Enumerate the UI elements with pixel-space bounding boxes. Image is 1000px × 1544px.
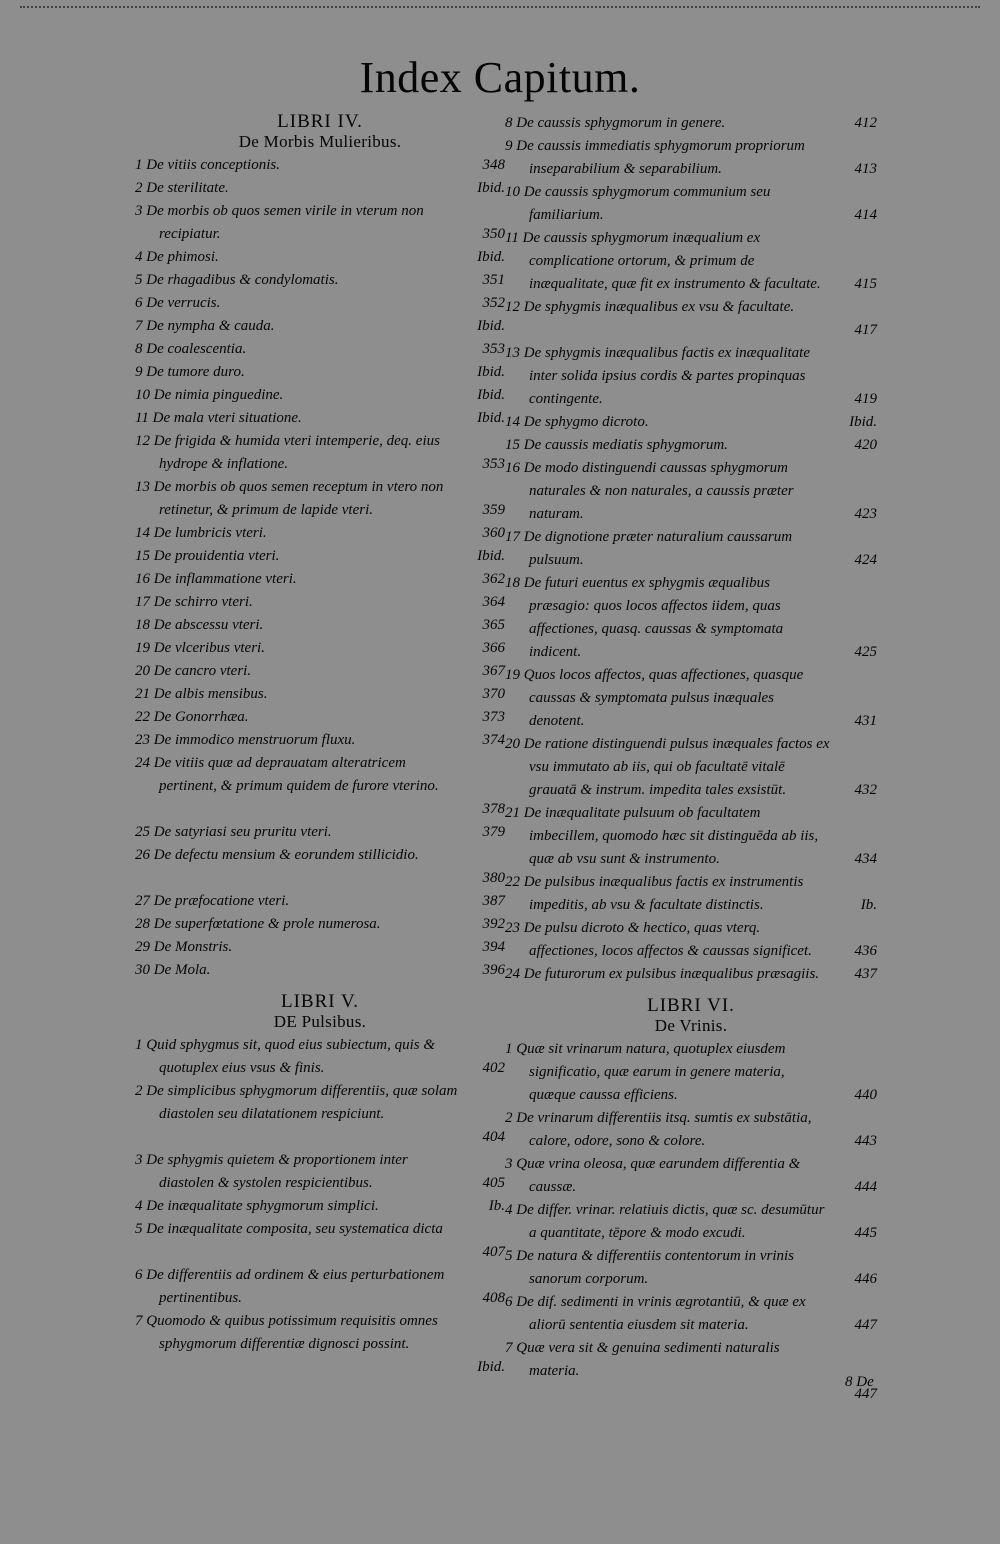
entry-title: 22 De pulsibus inæqualibus factis ex instrumentis impeditis, ab vsu & facultate distinctis.: [505, 874, 804, 913]
entry-page-number: 402: [482, 1060, 505, 1076]
index-entry: [505, 112, 877, 135]
entry-title: 15 De prouidentia vteri.: [135, 548, 280, 564]
entry-title: 1 De vitiis conceptionis.: [135, 157, 280, 173]
index-entry: [505, 1153, 877, 1199]
entry-title: 4 De inæqualitate sphygmorum simplici.: [135, 1198, 379, 1214]
entry-page-number: 417: [854, 322, 877, 338]
entry-title: 3 Quæ vrina oleosa, quæ earundem differentia & caussæ.: [505, 1156, 801, 1195]
entry-title: 24 De vitiis quæ ad deprauatam alteratricem pertinent, & primum quidem de furore vterino.: [135, 755, 439, 794]
entry-title: 1 Quid sphygmus sit, quod eius subiectum, quis & quotuplex eius vsus & finis.: [135, 1037, 435, 1076]
index-entry: [135, 1310, 505, 1375]
top-border: [20, 6, 980, 8]
entry-title: 21 De inæqualitate pulsuum ob facultatem imbecillem, quomodo hæc sit distinguēda ab iis, quæ ab vsu sunt & instrumento.: [505, 805, 819, 867]
index-entry: [135, 384, 505, 407]
entry-page-number: Ibid.: [477, 410, 505, 426]
entry-title: 8 De caussis sphygmorum in genere.: [505, 115, 726, 131]
entry-title: 25 De satyriasi seu pruritu vteri.: [135, 824, 332, 840]
index-entry: [135, 315, 505, 338]
index-entry: [505, 526, 877, 572]
index-entry: [505, 227, 877, 296]
entry-page-number: 365: [482, 617, 505, 633]
index-entry: [135, 844, 505, 886]
index-entry: [135, 292, 505, 315]
entry-title: 20 De ratione distinguendi pulsus inæquales factos ex vsu immutato ab iis, qui ob facultatē vitalē grauatā & instrum. impedita tales exsistūt.: [505, 736, 830, 798]
entry-page-number: 352: [482, 295, 505, 311]
entry-page-number: 407: [482, 1244, 505, 1260]
index-entry: [135, 614, 505, 637]
entry-title: 17 De schirro vteri.: [135, 594, 253, 610]
entry-title: 18 De futuri euentus ex sphygmis æqualibus præsagio: quos locos affectos iidem, quas affectiones, quasq. caussas & symptomata indicent.: [505, 575, 784, 660]
entry-page-number: 378: [482, 801, 505, 817]
index-entry: [135, 177, 505, 200]
entry-title: 1 Quæ sit vrinarum natura, quotuplex eiusdem significatio, quæ earum in genere materia, quæque caussa efficiens.: [505, 1041, 786, 1103]
entry-title: 3 De morbis ob quos semen virile in vterum non recipiatur.: [135, 203, 424, 242]
entry-page-number: 374: [482, 732, 505, 748]
index-entry: [135, 706, 505, 729]
index-entry: [135, 1264, 505, 1310]
entry-title: 23 De immodico menstruorum fluxu.: [135, 732, 356, 748]
entry-page-number: 440: [854, 1087, 877, 1103]
entry-page-number: 408: [482, 1290, 505, 1306]
index-entry: [135, 1218, 505, 1260]
entry-page-number: 434: [854, 851, 877, 867]
index-entry: [135, 269, 505, 292]
index-entry: [135, 752, 505, 817]
entry-page-number: Ibid.: [477, 548, 505, 564]
entry-page-number: 414: [854, 207, 877, 223]
entry-page-number: 370: [482, 686, 505, 702]
entry-page-number: 405: [482, 1175, 505, 1191]
index-entry: [135, 430, 505, 476]
entry-title: 16 De inflammatione vteri.: [135, 571, 297, 587]
entry-page-number: 431: [854, 713, 877, 729]
entry-page-number: 387: [482, 893, 505, 909]
index-entry: [505, 1291, 877, 1337]
entry-page-number: 366: [482, 640, 505, 656]
entry-page-number: Ibid.: [477, 1359, 505, 1375]
entry-page-number: Ibid.: [477, 249, 505, 265]
book-heading: LIBRI IV.: [277, 111, 363, 132]
entry-title: 11 De mala vteri situatione.: [135, 410, 302, 426]
index-entry: [135, 246, 505, 269]
entry-title: 5 De natura & differentiis contentorum in vrinis sanorum corporum.: [505, 1248, 795, 1287]
index-entry: [135, 407, 505, 430]
right-column: [505, 112, 877, 1406]
left-column: [135, 112, 505, 1379]
index-entry: [135, 522, 505, 545]
entry-page-number: 350: [482, 226, 505, 242]
index-entry: [135, 959, 505, 982]
book-heading: LIBRI V.: [280, 991, 360, 1012]
index-entry: [135, 338, 505, 361]
entry-title: 26 De defectu mensium & eorundem stillicidio.: [135, 847, 419, 863]
index-entry: [135, 729, 505, 752]
index-entry: [135, 890, 505, 913]
entry-page-number: Ibid.: [477, 180, 505, 196]
entry-title: 2 De vrinarum differentiis itsq. sumtis ex substātia, calore, odore, sono & colore.: [505, 1110, 812, 1149]
entry-title: 27 De præfocatione vteri.: [135, 893, 290, 909]
entry-title: 6 De differentiis ad ordinem & eius perturbationem pertinentibus.: [135, 1267, 445, 1306]
entry-title: 30 De Mola.: [135, 962, 211, 978]
entry-page-number: 419: [854, 391, 877, 407]
index-entry: [505, 296, 877, 338]
index-entry: [135, 637, 505, 660]
entry-title: 4 De differ. vrinar. relatiuis dictis, quæ sc. desumūtur a quantitate, tēpore & modo excudi.: [505, 1202, 825, 1241]
index-entry: [505, 181, 877, 227]
index-entry: [505, 733, 877, 802]
index-entry: [505, 1337, 877, 1402]
entry-title: 6 De verrucis.: [135, 295, 221, 311]
entry-title: 14 De sphygmo dicroto.: [505, 414, 649, 430]
index-entry: [135, 154, 505, 177]
entry-title: 10 De caussis sphygmorum communium seu familiarium.: [505, 184, 771, 223]
index-entry: [135, 913, 505, 936]
entry-title: 5 De rhagadibus & condylomatis.: [135, 272, 339, 288]
index-entry: [505, 1107, 877, 1153]
index-entry: [505, 411, 877, 434]
index-entry: [505, 871, 877, 917]
index-entry: [505, 1038, 877, 1107]
entry-page-number: 373: [482, 709, 505, 725]
entry-page-number: 415: [854, 276, 877, 292]
index-entry: [505, 342, 877, 411]
entry-page-number: 445: [854, 1225, 877, 1241]
index-entry: [135, 591, 505, 614]
entry-title: 15 De caussis mediatis sphygmorum.: [505, 437, 728, 453]
index-entry: [505, 1245, 877, 1291]
entry-title: 19 De vlceribus vteri.: [135, 640, 265, 656]
entry-page-number: 392: [482, 916, 505, 932]
entry-page-number: Ib.: [860, 897, 877, 913]
index-entry: [505, 664, 877, 733]
entry-title: 13 De morbis ob quos semen receptum in vtero non retinetur, & primum de lapide vteri.: [135, 479, 444, 518]
index-entry: [505, 572, 877, 664]
entry-page-number: 443: [854, 1133, 877, 1149]
entry-title: 22 De Gonorrhæa.: [135, 709, 249, 725]
entry-page-number: Ibid.: [849, 414, 877, 430]
entry-title: 19 Quos locos affectos, quas affectiones, quasque caussas & symptomata pulsus inæquales denotent.: [505, 667, 804, 729]
entry-title: 5 De inæqualitate composita, seu systematica dicta: [135, 1221, 443, 1237]
entry-title: 2 De sterilitate.: [135, 180, 229, 196]
entry-title: 2 De simplicibus sphygmorum differentiis, quæ solam diastolen seu dilatationem respiciunt.: [135, 1083, 458, 1122]
entry-page-number: 413: [854, 161, 877, 177]
index-entry: [135, 1034, 505, 1080]
index-entry: [135, 1080, 505, 1145]
entry-page-number: 423: [854, 506, 877, 522]
index-entry: [135, 476, 505, 522]
entry-page-number: Ibid.: [477, 387, 505, 403]
index-entry: [135, 568, 505, 591]
entry-page-number: 353: [482, 341, 505, 357]
entry-page-number: 364: [482, 594, 505, 610]
index-entry: [505, 1199, 877, 1245]
entry-title: 24 De futurorum ex pulsibus inæqualibus præsagiis.: [505, 966, 820, 982]
entry-page-number: 367: [482, 663, 505, 679]
page-title: Index Capitum.: [359, 53, 641, 102]
book-subheading: DE Pulsibus.: [273, 1012, 367, 1031]
index-entry: [135, 361, 505, 384]
entry-page-number: 424: [854, 552, 877, 568]
index-entry: [505, 917, 877, 963]
entry-page-number: 444: [854, 1179, 877, 1195]
index-entry: [505, 802, 877, 871]
entry-page-number: Ibid.: [477, 364, 505, 380]
entry-title: 3 De sphygmis quietem & proportionem inter diastolen & systolen respicientibus.: [135, 1152, 408, 1191]
entry-page-number: 396: [482, 962, 505, 978]
book-subheading: De Vrinis.: [654, 1016, 728, 1035]
entry-title: 23 De pulsu dicroto & hectico, quas vterq. affectiones, locos affectos & caussas significet.: [505, 920, 812, 959]
book-subheading: De Morbis Mulieribus.: [238, 132, 402, 151]
entry-title: 9 De tumore duro.: [135, 364, 245, 380]
entry-title: 12 De frigida & humida vteri intemperie, deq. eius hydrope & inflatione.: [135, 433, 440, 472]
index-entry: [135, 200, 505, 246]
index-entry: [505, 135, 877, 181]
index-entry: [505, 963, 877, 986]
entry-title: 10 De nimia pinguedine.: [135, 387, 284, 403]
entry-page-number: 380: [482, 870, 505, 886]
entry-page-number: 432: [854, 782, 877, 798]
entry-title: 21 De albis mensibus.: [135, 686, 268, 702]
index-entry: [135, 660, 505, 683]
entry-title: 9 De caussis immediatis sphygmorum propriorum inseparabilium & separabilium.: [505, 138, 805, 177]
entry-page-number: 379: [482, 824, 505, 840]
entry-title: 7 De nympha & cauda.: [135, 318, 275, 334]
entry-page-number: Ib.: [488, 1198, 505, 1214]
entry-title: 14 De lumbricis vteri.: [135, 525, 267, 541]
entry-page-number: 447: [854, 1317, 877, 1333]
index-entry: [135, 683, 505, 706]
index-entry: [135, 545, 505, 568]
entry-title: 18 De abscessu vteri.: [135, 617, 264, 633]
entry-title: 6 De dif. sedimenti in vrinis ægrotantiū, & quæ ex aliorū sententia eiusdem sit materia.: [505, 1294, 806, 1333]
index-entry: [505, 434, 877, 457]
entry-page-number: 436: [854, 943, 877, 959]
index-entry: [135, 1195, 505, 1218]
entry-title: 11 De caussis sphygmorum inæqualium ex complicatione ortorum, & primum de inæqualitate, quæ fit ex instrumento & facultate.: [505, 230, 821, 292]
entry-page-number: 446: [854, 1271, 877, 1287]
entry-page-number: 360: [482, 525, 505, 541]
entry-title: 8 De coalescentia.: [135, 341, 247, 357]
book-heading: LIBRI VI.: [647, 995, 735, 1016]
catchword: 8 De: [845, 1374, 874, 1390]
entry-title: 12 De sphygmis inæqualibus ex vsu & facultate.: [505, 299, 795, 315]
entry-page-number: 351: [482, 272, 505, 288]
index-entry: [135, 821, 505, 844]
entry-page-number: 412: [854, 115, 877, 131]
index-entry: [505, 457, 877, 526]
entry-title: 4 De phimosi.: [135, 249, 219, 265]
index-entry: [135, 936, 505, 959]
entry-page-number: 404: [482, 1129, 505, 1145]
entry-title: 16 De modo distinguendi caussas sphygmorum naturales & non naturales, a caussis præter naturam.: [505, 460, 794, 522]
entry-page-number: 353: [482, 456, 505, 472]
entry-title: 29 De Monstris.: [135, 939, 233, 955]
entry-page-number: 348: [482, 157, 505, 173]
entry-title: 17 De dignotione præter naturalium caussarum pulsuum.: [505, 529, 793, 568]
entry-page-number: 394: [482, 939, 505, 955]
entry-title: 13 De sphygmis inæqualibus factis ex inæqualitate inter solida ipsius cordis & partes propinquas contingente.: [505, 345, 810, 407]
entry-page-number: 362: [482, 571, 505, 587]
entry-page-number: 447: [854, 1386, 877, 1402]
entry-page-number: Ibid.: [477, 318, 505, 334]
index-entry: [135, 1149, 505, 1195]
entry-title: 7 Quæ vera sit & genuina sedimenti naturalis materia.: [505, 1340, 780, 1379]
entry-page-number: 420: [854, 437, 877, 453]
entry-title: 7 Quomodo & quibus potissimum requisitis omnes sphygmorum differentiæ dignosci possint.: [135, 1313, 438, 1352]
entry-page-number: 437: [854, 966, 877, 982]
entry-page-number: 359: [482, 502, 505, 518]
entry-page-number: 425: [854, 644, 877, 660]
entry-title: 20 De cancro vteri.: [135, 663, 252, 679]
entry-title: 28 De superfœtatione & prole numerosa.: [135, 916, 381, 932]
